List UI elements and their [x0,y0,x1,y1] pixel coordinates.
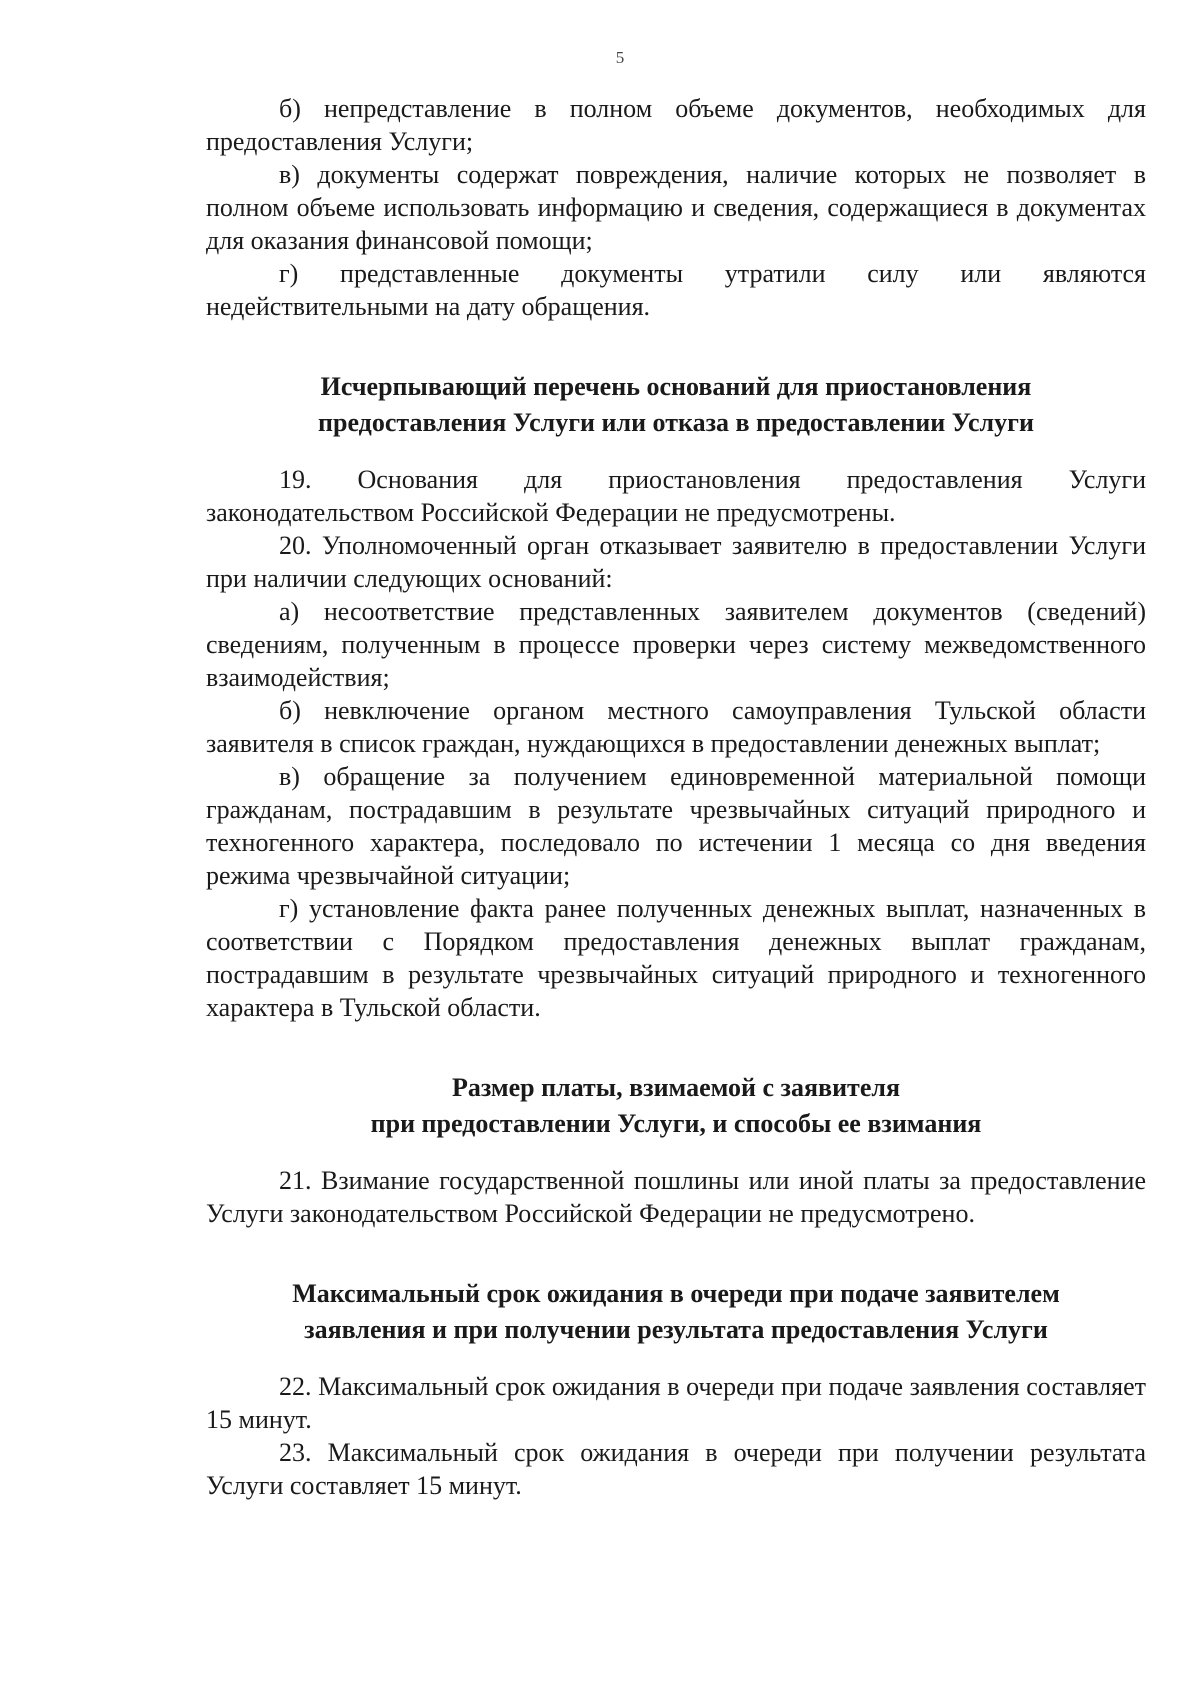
document-body [206,92,1146,1502]
heading-line: Исчерпывающий перечень оснований для приостановления [320,372,1032,401]
section-body-fee [206,1164,1146,1230]
paragraph-20-b: б) невключение органом местного самоуправления Тульской области заявителя в список граждан, нуждающихся в предоставлении денежных выплат; [206,696,1146,758]
heading-line: при предоставлении Услуги, и способы ее взимания [370,1109,982,1138]
section-heading-fee [206,1070,1146,1142]
paragraph-20: 20. Уполномоченный орган отказывает заявителю в предоставлении Услуги при наличии следующих оснований: [206,531,1146,593]
heading-line: заявления и при получении результата предоставления Услуги [304,1315,1048,1344]
paragraph-19: 19. Основания для приостановления предоставления Услуги законодательством Российской Федерации не предусмотрены. [206,465,1146,527]
section-heading-waiting-time [206,1276,1146,1348]
heading-line: Размер платы, взимаемой с заявителя [451,1073,901,1102]
paragraph-20-a: а) несоответствие представленных заявителем документов (сведений) сведениям, полученным в процессе проверки через систему межведомственного взаимодействия; [206,597,1146,692]
heading-line: предоставления Услуги или отказа в предоставлении Услуги [318,408,1034,437]
paragraph-g-invalid-documents: г) представленные документы утратили силу или являются недействительными на дату обращения. [206,259,1146,321]
heading-line: Максимальный срок ожидания в очереди при подаче заявителем [292,1279,1060,1308]
paragraph-20-v: в) обращение за получением единовременной материальной помощи гражданам, пострадавшим в результате чрезвычайных ситуаций природного и техногенного характера, последовало по истечении 1 месяца со дня введения режима чрезвычайной ситуации; [206,762,1146,890]
paragraph-23: 23. Максимальный срок ожидания в очереди при получении результата Услуги составляет 15 минут. [206,1438,1146,1500]
paragraph-v-damaged-documents: в) документы содержат повреждения, наличие которых не позволяет в полном объеме использовать информацию и сведения, содержащиеся в документах для оказания финансовой помощи; [206,160,1146,255]
paragraph-22: 22. Максимальный срок ожидания в очереди при подаче заявления составляет 15 минут. [206,1372,1146,1434]
paragraph-20-g: г) установление факта ранее полученных денежных выплат, назначенных в соответствии с Порядком предоставления денежных выплат гражданам, пострадавшим в результате чрезвычайных ситуаций природного и техногенного характера в Тульской области. [206,894,1146,1022]
section-body-refusal-grounds [206,463,1146,1024]
paragraph-21: 21. Взимание государственной пошлины или иной платы за предоставление Услуги законодательством Российской Федерации не предусмотрено. [206,1166,1146,1228]
page-number: 5 [615,48,625,67]
section-body-waiting-time [206,1370,1146,1502]
section-heading-refusal-grounds [206,369,1146,441]
paragraph-b-incomplete-documents: б) непредставление в полном объеме документов, необходимых для предоставления Услуги; [206,94,1146,156]
